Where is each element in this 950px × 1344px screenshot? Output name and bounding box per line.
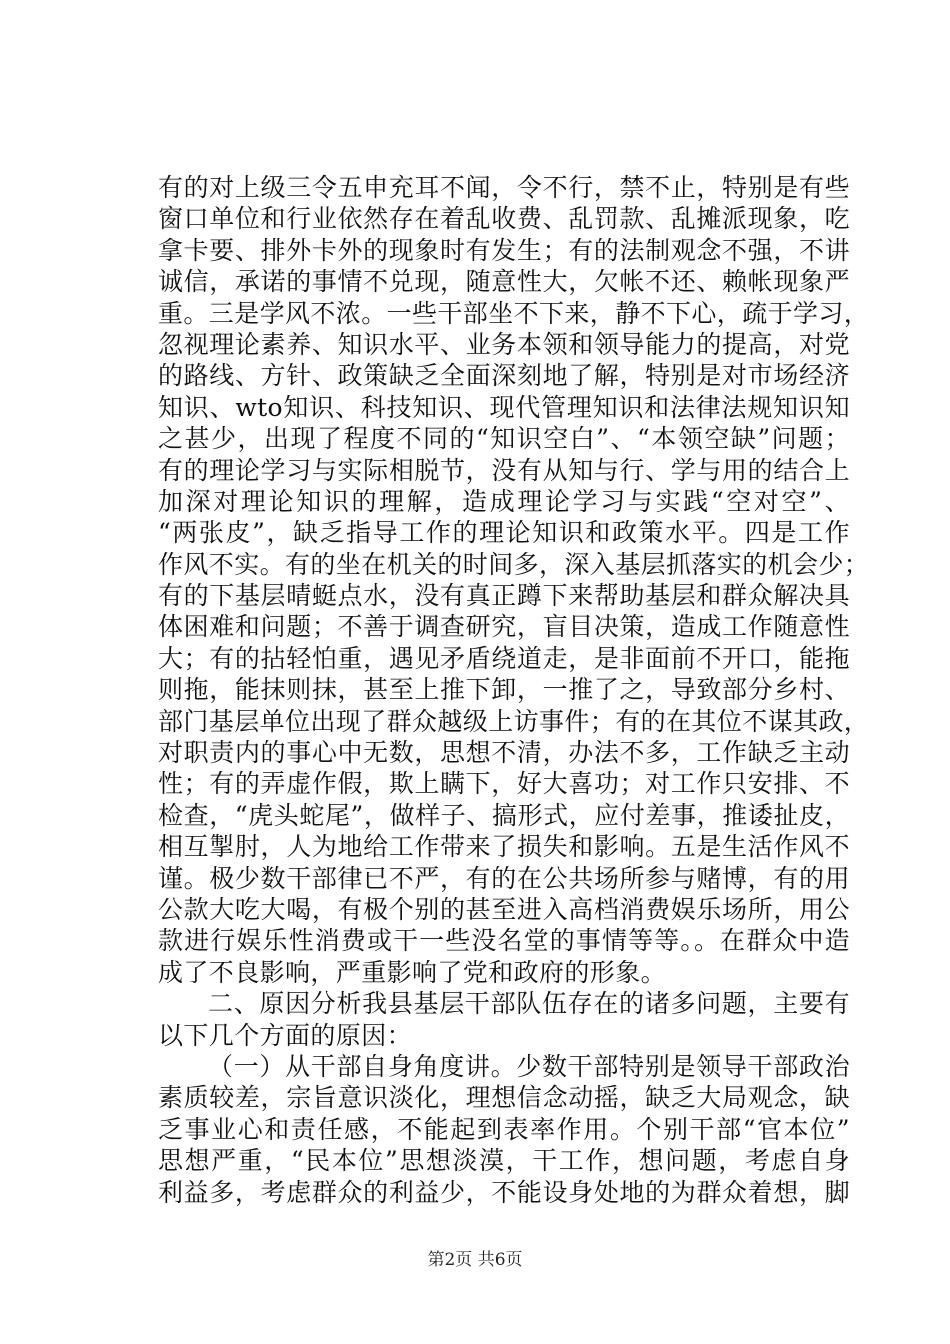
body-text [158,172,870,1208]
text-line: 相互掣肘，人为地给工作带来了损失和影响。五是生活作风不 [158,832,850,862]
text-line: 体困难和问题；不善于调查研究，盲目决策，造成工作随意性 [158,612,850,642]
text-line: 谨。极少数干部律已不严，有的在公共场所参与赌博，有的用 [158,863,850,893]
text-line: 有的对上级三令五申充耳不闻，令不行，禁不止，特别是有些 [158,173,850,202]
text-line: 成了不良影响，严重影响了党和政府的形象。 [158,957,667,987]
text-line: 拿卡要、排外卡外的现象时有发生；有的法制观念不强，不讲 [158,235,850,265]
text-line: 有的理论学习与实际相脱节，没有从知与行、学与用的结合上 [158,455,850,485]
text-line: 大；有的拈轻怕重，遇见矛盾绕道走，是非面前不开口，能拖 [158,643,850,673]
text-line: 之甚少，出现了程度不同的“知识空白”、“本领空缺”问题； [158,424,850,454]
text-line: “两张皮”，缺乏指导工作的理论知识和政策水平。四是工作 [158,518,850,548]
text-line: 思想严重，“民本位”思想淡漠，干工作，想问题，考虑自身 [158,1146,850,1176]
text-line: 对职责内的事心中无数，思想不清，办法不多，工作缺乏主动 [158,738,850,768]
section-heading-line: 二、原因分析我县基层干部队伍存在的诸多问题，主要有 [208,989,850,1019]
text-line: 的路线、方针、政策缺乏全面深刻地了解，特别是对市场经济 [158,361,850,391]
text-line: 性；有的弄虚作假，欺上瞒下，好大喜功；对工作只安排、不 [158,769,850,799]
text-line: 检查，“虎头蛇尾”，做样子、搞形式，应付差事，推诿扯皮， [158,800,850,830]
text-line: 重。三是学风不浓。一些干部坐不下来，静不下心，疏于学习， [158,298,870,328]
text-line: 有的下基层晴蜓点水，没有真正蹲下来帮助基层和群众解决具 [158,581,850,611]
text-line: 则拖，能抹则抹，甚至上推下卸，一推了之，导致部分乡村、 [158,675,850,705]
text-line: 加深对理论知识的理解，造成理论学习与实践“空对空”、 [158,486,850,516]
page-footer: 第2页 共6页 [427,1250,523,1270]
text-line: 素质较差，宗旨意识淡化，理想信念动摇，缺乏大局观念，缺 [158,1083,850,1113]
text-line: 窗口单位和行业依然存在着乱收费、乱罚款、乱摊派现象，吃 [158,204,850,234]
text-line: 忽视理论素养、知识水平、业务本领和领导能力的提高，对党 [158,329,850,359]
text-line: 部门基层单位出现了群众越级上访事件；有的在其位不谋其政， [158,706,870,736]
text-line: 以下几个方面的原因： [158,1020,413,1050]
text-line: 公款大吃大喝，有极个别的甚至进入高档消费娱乐场所，用公 [158,894,850,924]
text-line: 知识、wto知识、科技知识、现代管理知识和法律法规知识知 [158,392,850,422]
text-line: 乏事业心和责任感，不能起到表率作用。个别干部“官本位” [158,1114,850,1144]
text-line: 款进行娱乐性消费或干一些没名堂的事情等等。。在群众中造 [158,926,850,956]
text-line: 诚信，承诺的事情不兑现，随意性大，欠帐不还、赖帐现象严 [158,267,850,297]
text-line: 作风不实。有的坐在机关的时间多，深入基层抓落实的机会少； [158,549,870,579]
text-line: 利益多，考虑群众的利益少，不能设身处地的为群众着想，脚 [158,1177,850,1207]
subsection-heading-line: （一）从干部自身角度讲。少数干部特别是领导干部政治 [208,1051,850,1081]
